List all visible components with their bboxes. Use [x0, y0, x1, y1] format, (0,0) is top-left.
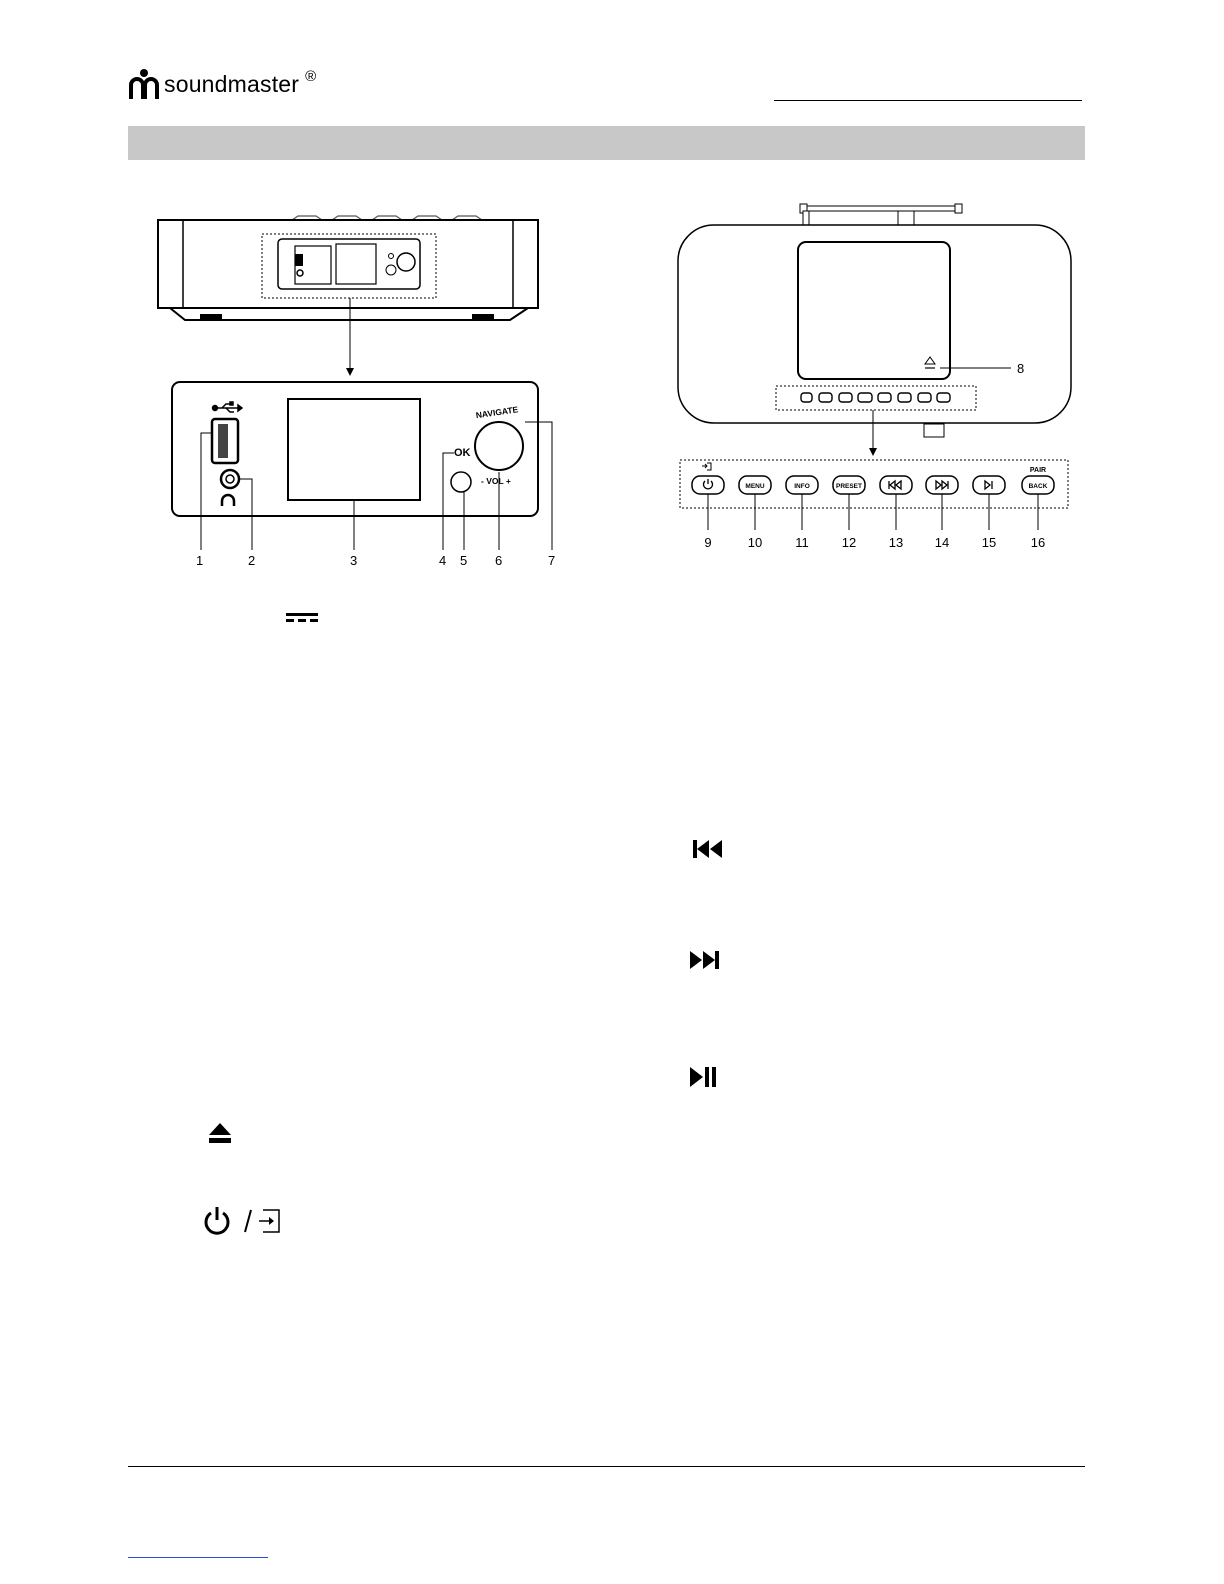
- top-button-5: [880, 476, 912, 494]
- front-panel-diagram: [150, 210, 570, 580]
- callout-4: 4: [439, 553, 447, 568]
- callout-14: 14: [934, 535, 950, 550]
- soundmaster-logo-icon: [128, 67, 160, 101]
- callout-10: 10: [747, 535, 763, 550]
- callout-12: 12: [841, 535, 857, 550]
- play-pause-icon: [688, 1064, 720, 1090]
- registered-mark: ®: [305, 67, 317, 85]
- power-source-icons: [203, 1204, 283, 1236]
- top-button-label: BACK: [1028, 483, 1048, 490]
- callout-15: 15: [981, 535, 997, 550]
- source-icon: [702, 463, 711, 470]
- navigate-volume-knob: [475, 422, 523, 470]
- top-button-8: [1022, 467, 1054, 494]
- top-button-label: MENU: [745, 483, 765, 490]
- top-button-label: INFO: [794, 483, 810, 490]
- front-panel-zoom: [172, 382, 538, 516]
- top-button-7: [973, 476, 1005, 494]
- callout-8: 8: [1017, 361, 1025, 376]
- navigate-label: NAVIGATE: [475, 404, 519, 421]
- section-title-bar: [128, 126, 1085, 160]
- top-button-3: [786, 476, 818, 494]
- volume-label: - VOL +: [481, 476, 511, 486]
- callout-7: 7: [548, 553, 556, 568]
- top-button-2: [739, 476, 771, 494]
- callout-1: 1: [196, 553, 204, 568]
- pair-label: PAIR: [1029, 467, 1047, 474]
- device-top-view: [158, 216, 538, 320]
- brand-name: soundmaster: [164, 70, 300, 97]
- callout-16: 16: [1030, 535, 1046, 550]
- previous-icon: [692, 838, 724, 860]
- top-button-6: [926, 476, 958, 494]
- top-panel-diagram: [672, 198, 1082, 558]
- cd-lid: [798, 242, 950, 379]
- top-button-label: PRESET: [835, 483, 863, 490]
- power-icon: [206, 1207, 228, 1233]
- brand-logo: [128, 66, 316, 102]
- footer-link-underline[interactable]: [128, 1557, 268, 1558]
- ok-label: OK: [454, 447, 471, 459]
- callout-2: 2: [248, 553, 256, 568]
- source-icon: [259, 1210, 279, 1232]
- display-screen: [288, 399, 420, 500]
- callout-3: 3: [350, 553, 358, 568]
- eject-icon: [207, 1121, 233, 1145]
- callout-5: 5: [460, 553, 468, 568]
- callout-9: 9: [704, 535, 712, 550]
- top-button-4: [833, 476, 865, 494]
- header-rule: [774, 100, 1082, 101]
- dc-icon: [286, 613, 320, 623]
- callout-13: 13: [888, 535, 904, 550]
- footer-rule: [128, 1466, 1085, 1467]
- callout-6: 6: [495, 553, 503, 568]
- ok-button: [451, 472, 471, 492]
- top-button-1: [692, 463, 724, 494]
- next-icon: [688, 949, 722, 971]
- callout-11: 11: [795, 535, 809, 550]
